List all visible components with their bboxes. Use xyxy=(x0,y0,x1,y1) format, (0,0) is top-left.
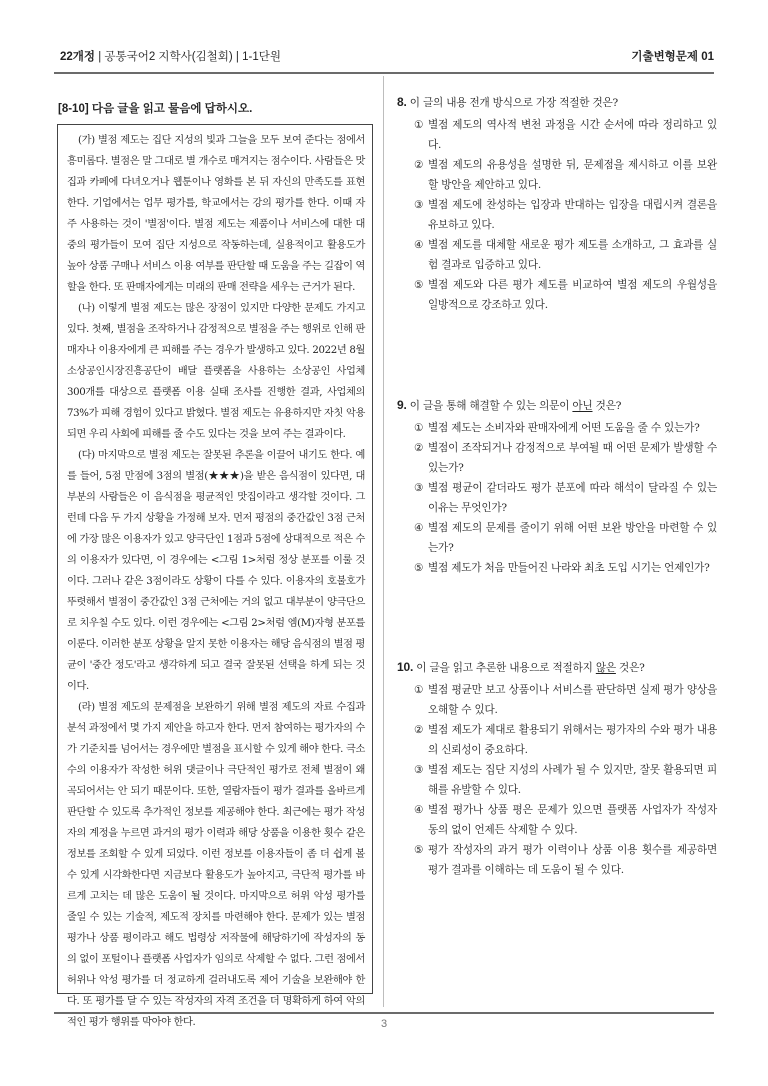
option-text: 별점 제도는 소비자와 판매자에게 어떤 도움을 줄 수 있는가? xyxy=(428,422,700,434)
option-marker: ① xyxy=(414,684,424,696)
option-text: 별점 제도에 찬성하는 입장과 반대하는 입장을 대립시켜 결론을 유보하고 있다. xyxy=(428,199,717,231)
answer-option[interactable] xyxy=(397,235,717,275)
option-marker: ⑤ xyxy=(414,279,424,291)
passage-paragraph-ga: (가) 별점 제도는 집단 지성의 빛과 그늘을 모두 보여 준다는 점에서 흥미롭다. 별점은 말 그대로 별 개수로 매겨지는 점수이다. 사람들은 맛집과 카페에 다녀오거나 웹툰이나 영화를 본 뒤 자신의 만족도를 표현한다. 기업에서는 업무 평가를, 학교에서는 강의 평가를 한다. 이때 자주 사용하는 것이 '별점'이다. 별점 제도는 제품이나 서비스에 대한 대중의 평가들이 모여 집단 지성으로 작동하는데, 실용적이고 활용도가 높아 상품 구매나 서비스 이용 여부를 판단할 때 도움을 주는 길잡이 역할을 한다. 또 판매자에게는 미래의 판매 전략을 세우는 근거가 된다. xyxy=(67,135,365,293)
passage-instruction: [8-10] 다음 글을 읽고 물음에 답하시오. xyxy=(58,103,253,115)
answer-option[interactable] xyxy=(397,800,717,840)
option-marker: ② xyxy=(414,442,424,454)
option-marker: ① xyxy=(414,422,424,434)
question-stem: 9. 이 글을 통해 해결할 수 있는 의문이 아닌 것은? xyxy=(397,398,622,412)
page-number: 3 xyxy=(380,1018,388,1030)
option-marker: ⑤ xyxy=(414,844,424,856)
answer-option[interactable] xyxy=(397,760,717,800)
header-title: 기출변형문제 01 xyxy=(631,51,714,63)
answer-option[interactable] xyxy=(397,478,717,518)
option-marker: ④ xyxy=(414,239,424,251)
answer-options xyxy=(397,680,717,880)
option-text: 별점 평균이 같더라도 평가 분포에 따라 해석이 달라질 수 있는 이유는 무엇인가? xyxy=(428,482,717,514)
option-marker: ④ xyxy=(414,804,424,816)
option-text: 별점 제도의 역사적 변천 과정을 시간 순서에 따라 정리하고 있다. xyxy=(428,119,717,151)
option-text: 평가 작성자의 과거 평가 이력이나 상품 이용 횟수를 제공하면 평가 결과를 이해하는 데 도움이 될 수 있다. xyxy=(428,844,717,876)
answer-option[interactable] xyxy=(397,720,717,760)
answer-option[interactable] xyxy=(397,155,717,195)
option-text: 별점 제도와 다른 평가 제도를 비교하여 별점 제도의 우월성을 일방적으로 강조하고 있다. xyxy=(428,279,717,311)
passage-paragraph-na: (나) 이렇게 별점 제도는 많은 장점이 있지만 다양한 문제도 가지고 있다. 첫째, 별점을 조작하거나 감정적으로 별점을 주는 행위로 인해 판매자나 이용자에게 큰 피해를 주는 경우가 발생하고 있다. 2022년 8월 소상공인시장진흥공단이 배달 플랫폼을 사용하는 소상공인 사업체 300개를 대상으로 플랫폼 이용 실태 조사를 진행한 결과, 사업체의 73%가 피해 경험이 있다고 밝혔다. 별점 제도는 유용하지만 자칫 악용되면 우리 사회에 피해를 줄 수도 있다는 것을 보여 주는 결과이다. xyxy=(67,303,365,440)
option-text: 별점 제도가 제대로 활용되기 위해서는 평가자의 수와 평가 내용의 신뢰성이 중요하다. xyxy=(428,724,717,756)
stem-emphasis: 않은 xyxy=(595,662,616,674)
option-marker: ② xyxy=(414,724,424,736)
question-stem: 10. 이 글을 읽고 추론한 내용으로 적절하지 않은 것은? xyxy=(397,660,645,674)
column-divider xyxy=(383,76,384,1007)
answer-option[interactable] xyxy=(397,680,717,720)
question-number: 9. xyxy=(397,398,407,412)
passage-text xyxy=(67,130,365,1033)
header-curriculum: 22개정 xyxy=(60,51,96,63)
option-marker: ③ xyxy=(414,764,424,776)
passage-paragraph-da: (다) 마지막으로 별점 제도는 잘못된 추론을 이끌어 내기도 한다. 예를 들어, 5점 만점에 3점의 별점(★★★)을 받은 음식점이 있다면, 대부분의 사람들은 이 음식점을 평균적인 맛집이라고 생각할 것이다. 그런데 다음 두 가지 상황을 가정해 보자. 먼저 평점의 중간값인 3점 근처에 가장 많은 이용자가 있고 양극단인 1점과 5점에 상대적으로 적은 수의 이용자가 있다면, 이 경우에는 <그림 1>처럼 정상 분포를 이룰 것이다. 그러나 같은 3점이라도 상황이 다를 수 있다. 이용자의 호불호가 뚜렷해서 별점이 중간값인 3점 근처에는 거의 없고 대부분이 양극단으로 치우칠 수도 있다. 이런 경우에는 <그림 2>처럼 엠(M)자형 분포를 이룬다. 이러한 분포 상황을 알지 못한 이용자는 해당 음식점의 별점 평균이 '중간 정도'라고 생각하게 되고 결국 잘못된 선택을 하게 되는 것이다. xyxy=(67,450,365,692)
option-marker: ② xyxy=(414,159,424,171)
answer-option[interactable] xyxy=(397,558,717,578)
option-marker: ④ xyxy=(414,522,424,534)
answer-option[interactable] xyxy=(397,195,717,235)
option-text: 별점 제도가 처음 만들어진 나라와 최초 도입 시기는 언제인가? xyxy=(428,562,710,574)
answer-option[interactable] xyxy=(397,115,717,155)
question-stem: 8. 이 글의 내용 전개 방식으로 가장 적절한 것은? xyxy=(397,95,619,109)
option-marker: ⑤ xyxy=(414,562,424,574)
option-text: 별점이 조작되거나 감정적으로 부여될 때 어떤 문제가 발생할 수 있는가? xyxy=(428,442,717,474)
header-course-info xyxy=(60,48,281,64)
question-number: 10. xyxy=(397,660,414,674)
option-text: 별점 제도의 유용성을 설명한 뒤, 문제점을 제시하고 이를 보완할 방안을 제안하고 있다. xyxy=(428,159,717,191)
footer-divider xyxy=(54,1012,714,1014)
header-divider xyxy=(54,72,714,74)
question-9 xyxy=(397,395,717,578)
passage-paragraph-ra: (라) 별점 제도의 문제점을 보완하기 위해 별점 제도의 자료 수집과 분석 과정에서 몇 가지 제안을 하고자 한다. 먼저 참여하는 평가자의 수가 기준치를 넘어서는 경우에만 별점을 표시할 수 있게 해야 한다. 극소수의 이용자가 작성한 허위 댓글이나 극단적인 평가로 전체 별점이 왜곡되어서는 안 되기 때문이다. 또한, 열람자들이 평가 결과를 올바르게 판단할 수 있도록 추가적인 정보를 제공해야 한다. 최근에는 평가 작성자의 계정을 누르면 과거의 평가 이력과 해당 상품을 이용한 횟수 같은 정보를 조회할 수 있게 되었다. 이런 정보를 이용자들이 좀 더 쉽게 볼 수 있게 시각화한다면 지금보다 활용도가 높아지고, 극단적 평가를 바르게 고치는 데 많은 도움이 될 것이다. 마지막으로 허위 악성 평가를 줄일 수 있는 기술적, 제도적 장치를 마련해야 한다. 문제가 있는 별점 평가나 상품 평이라고 해도 법령상 저작물에 해당하기에 작성자의 동의 없이 포털이나 플랫폼 사업자가 임의로 삭제할 수 없다. 그런 점에서 허위나 악성 평가를 더 정교하게 걸러내도록 제어 기술을 보완해야 한다. 또 평가를 달 수 있는 작성자의 자격 조건을 더 명확하게 하여 악의적인 평가 행위를 막아야 한다. xyxy=(67,702,365,1028)
answer-option[interactable] xyxy=(397,275,717,315)
answer-option[interactable] xyxy=(397,518,717,558)
option-text: 별점 제도를 대체할 새로운 평가 제도를 소개하고, 그 효과를 실험 결과로 입증하고 있다. xyxy=(428,239,717,271)
answer-options xyxy=(397,115,717,315)
page-header xyxy=(54,46,714,66)
question-8 xyxy=(397,92,717,315)
option-text: 별점 평가나 상품 평은 문제가 있으면 플랫폼 사업자가 작성자 동의 없이 언제든 삭제할 수 있다. xyxy=(428,804,717,836)
header-course: | 공통국어2 지학사(김철회) | 1-1단원 xyxy=(95,51,281,63)
option-text: 별점 제도는 집단 지성의 사례가 될 수 있지만, 잘못 활용되면 피해를 유발할 수 있다. xyxy=(428,764,717,796)
option-text: 별점 평균만 보고 상품이나 서비스를 판단하면 실제 평가 양상을 오해할 수 있다. xyxy=(428,684,717,716)
question-10 xyxy=(397,657,717,880)
option-text: 별점 제도의 문제를 줄이기 위해 어떤 보완 방안을 마련할 수 있는가? xyxy=(428,522,717,554)
answer-option[interactable] xyxy=(397,418,717,438)
stem-emphasis: 아닌 xyxy=(572,400,593,412)
answer-option[interactable] xyxy=(397,438,717,478)
option-marker: ③ xyxy=(414,199,424,211)
question-number: 8. xyxy=(397,95,407,109)
option-marker: ③ xyxy=(414,482,424,494)
answer-option[interactable] xyxy=(397,840,717,880)
option-marker: ① xyxy=(414,119,424,131)
answer-options xyxy=(397,418,717,578)
